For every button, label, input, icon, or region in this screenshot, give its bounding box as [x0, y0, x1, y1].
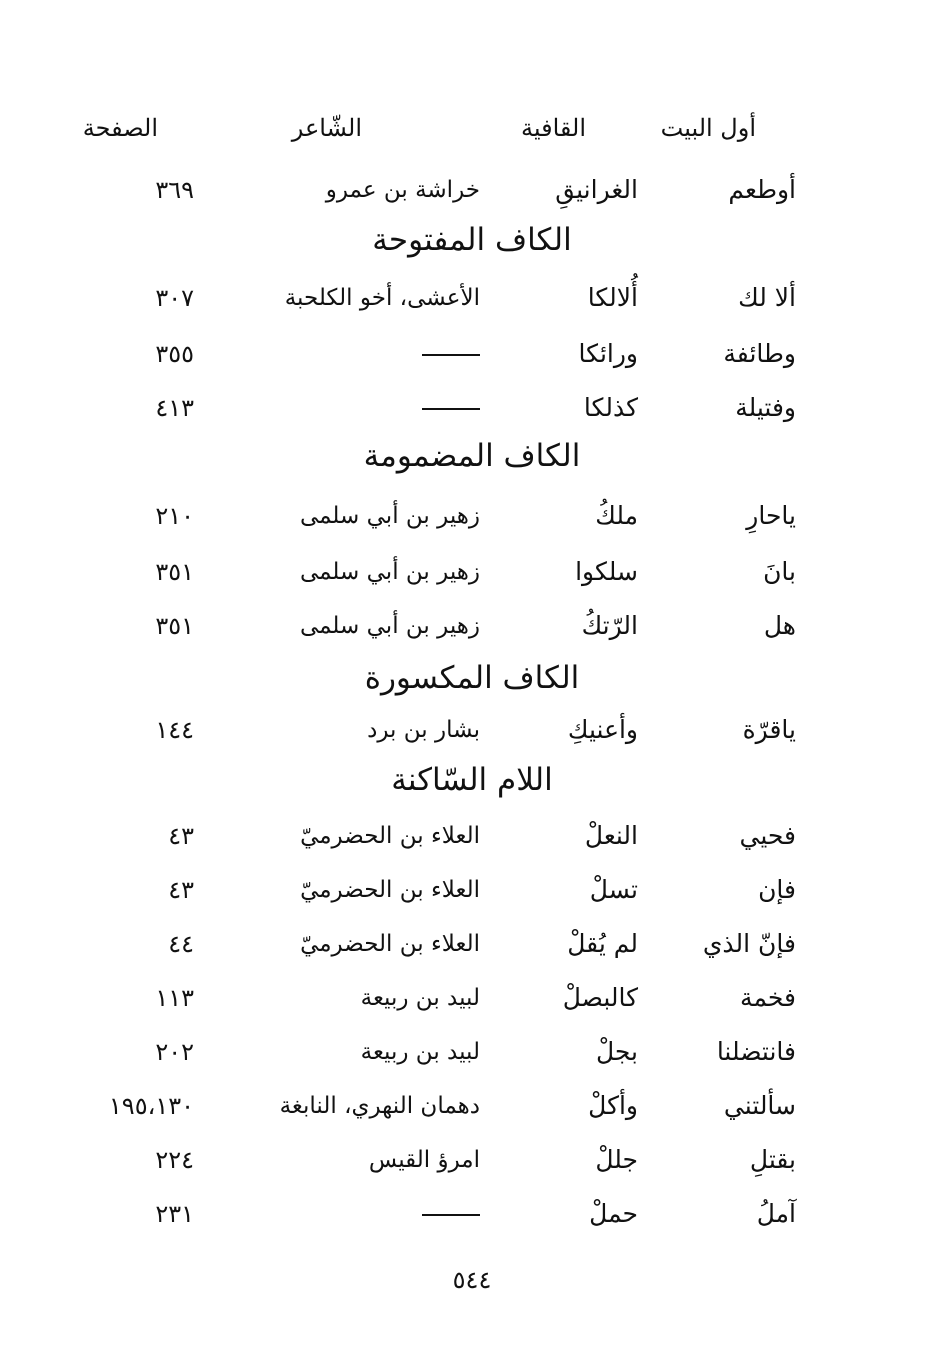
page-ref	[60, 1194, 194, 1234]
section-heading: الكاف المفتوحة	[372, 222, 572, 258]
header-rhyme: القافية	[520, 114, 586, 142]
page-ref-text: ٢٢٤	[155, 1146, 194, 1174]
column-header-row	[0, 108, 944, 148]
poet-unknown-dash	[422, 354, 480, 356]
poet-name: دهمان النهري، النابغة	[279, 1093, 480, 1119]
first-line-word: فخمة	[740, 983, 796, 1012]
rhyme-word: ملكُ	[595, 501, 638, 530]
index-row	[0, 978, 944, 1018]
first-line-word: هل	[763, 611, 796, 640]
header-poet: الشّاعر	[291, 114, 362, 142]
index-row	[0, 552, 944, 592]
rhyme-word: وأكلْ	[588, 1091, 638, 1120]
rhyme-word: جللْ	[595, 1145, 638, 1174]
poet-name: امرؤ القيس	[368, 1147, 480, 1173]
page-number: ٥٤٤	[452, 1266, 492, 1294]
page-ref-text: ٣٠٧	[155, 284, 194, 312]
index-row	[0, 1032, 944, 1072]
index-row	[0, 388, 944, 428]
page-ref	[60, 388, 194, 428]
page-ref	[60, 278, 194, 318]
page-ref-text: ٤٤	[168, 930, 194, 958]
first-line-word: وفتيلة	[735, 393, 796, 422]
index-row	[0, 170, 944, 210]
page-ref	[60, 606, 194, 646]
poet-name: لبيد بن ربيعة	[360, 1039, 480, 1065]
first-line-word: بقتلِ	[749, 1145, 796, 1174]
index-row	[0, 1086, 944, 1126]
page-ref	[60, 924, 194, 964]
page-ref-text: ١٩٥،١٣٠	[108, 1092, 194, 1120]
rhyme-word: الغرانيقِ	[555, 175, 638, 204]
rhyme-word: النعلْ	[584, 821, 638, 850]
page-ref	[60, 978, 194, 1018]
first-line-word: أوطعم	[728, 175, 796, 204]
index-row	[0, 870, 944, 910]
first-line-word: ياحارِ	[746, 501, 796, 530]
rhyme-word: سلكوا	[575, 557, 638, 586]
first-line-word: ياقرّة	[742, 715, 796, 744]
poet-name: العلاء بن الحضرميّ	[300, 931, 480, 957]
index-row	[0, 816, 944, 856]
page-ref	[60, 1086, 194, 1126]
index-row	[0, 334, 944, 374]
section-heading: الكاف المكسورة	[364, 660, 580, 696]
page-ref-text: ٤١٣	[155, 394, 194, 422]
first-line-word: فإنّ الذي	[702, 929, 796, 958]
first-line-word: بانَ	[763, 557, 796, 586]
rhyme-word: كالبصلْ	[562, 983, 638, 1012]
first-line-word: فحيي	[739, 821, 796, 850]
page-ref-text: ١١٣	[155, 984, 194, 1012]
page-ref-text: ٣٦٩	[155, 176, 194, 204]
poet-name: خراشة بن عمرو	[325, 177, 480, 203]
page-ref	[60, 1032, 194, 1072]
page-ref	[60, 496, 194, 536]
poet-name: زهير بن أبي سلمى	[299, 613, 480, 639]
rhyme-word: لم يُقلْ	[567, 929, 638, 958]
poet-unknown-dash	[422, 1214, 480, 1216]
page-ref	[60, 870, 194, 910]
poet-name	[190, 1194, 480, 1234]
rhyme-word: ورائكا	[578, 339, 638, 368]
header-first-line: أول البيت	[660, 114, 756, 142]
rhyme-word: كذلكا	[583, 393, 638, 422]
index-row	[0, 278, 944, 318]
poet-name: بشار بن برد	[367, 717, 480, 743]
page-ref-text: ١٤٤	[155, 716, 194, 744]
page-ref-text: ٤٣	[168, 876, 194, 904]
header-page: الصفحة	[82, 114, 158, 142]
first-line-word: فانتضلنا	[716, 1037, 796, 1066]
page-ref-text: ٣٥١	[155, 612, 194, 640]
index-row	[0, 606, 944, 646]
rhyme-word: بجلْ	[595, 1037, 638, 1066]
page-ref-text: ٤٣	[168, 822, 194, 850]
page-ref	[60, 710, 194, 750]
poet-name: العلاء بن الحضرميّ	[300, 877, 480, 903]
poet-unknown-dash	[422, 408, 480, 410]
first-line-word: ألا لك	[738, 283, 796, 312]
rhyme-word: تسلْ	[589, 875, 638, 904]
poet-name: لبيد بن ربيعة	[360, 985, 480, 1011]
page-ref-text: ٢١٠	[155, 502, 194, 530]
poet-name: زهير بن أبي سلمى	[299, 559, 480, 585]
first-line-word: سألتني	[723, 1091, 796, 1120]
rhyme-word: حملْ	[589, 1199, 638, 1228]
first-line-word: آملُ	[756, 1199, 796, 1228]
section-heading: اللام السّاكنة	[391, 762, 553, 798]
index-row	[0, 1140, 944, 1180]
page-ref-text: ٣٥١	[155, 558, 194, 586]
page-ref-text: ٢٠٢	[155, 1038, 194, 1066]
poet-name: العلاء بن الحضرميّ	[300, 823, 480, 849]
page-ref	[60, 1140, 194, 1180]
rhyme-word: أُلالكا	[587, 283, 638, 312]
poet-name	[190, 388, 480, 428]
poet-name: زهير بن أبي سلمى	[299, 503, 480, 529]
first-line-word: وطائفة	[723, 339, 796, 368]
rhyme-word: وأعنيكِ	[567, 715, 638, 744]
poet-name: الأعشى، أخو الكلحبة	[284, 285, 480, 311]
page-ref-text: ٢٣١	[155, 1200, 194, 1228]
page-ref	[60, 170, 194, 210]
index-row	[0, 496, 944, 536]
rhyme-word: الرّتكُ	[581, 611, 638, 640]
page-ref	[60, 552, 194, 592]
page-ref	[60, 816, 194, 856]
first-line-word: فإن	[758, 875, 796, 904]
page-ref	[60, 334, 194, 374]
poet-name	[190, 334, 480, 374]
index-row	[0, 924, 944, 964]
index-row	[0, 1194, 944, 1234]
index-row	[0, 710, 944, 750]
section-heading: الكاف المضمومة	[363, 438, 581, 474]
page-ref-text: ٣٥٥	[155, 340, 194, 368]
